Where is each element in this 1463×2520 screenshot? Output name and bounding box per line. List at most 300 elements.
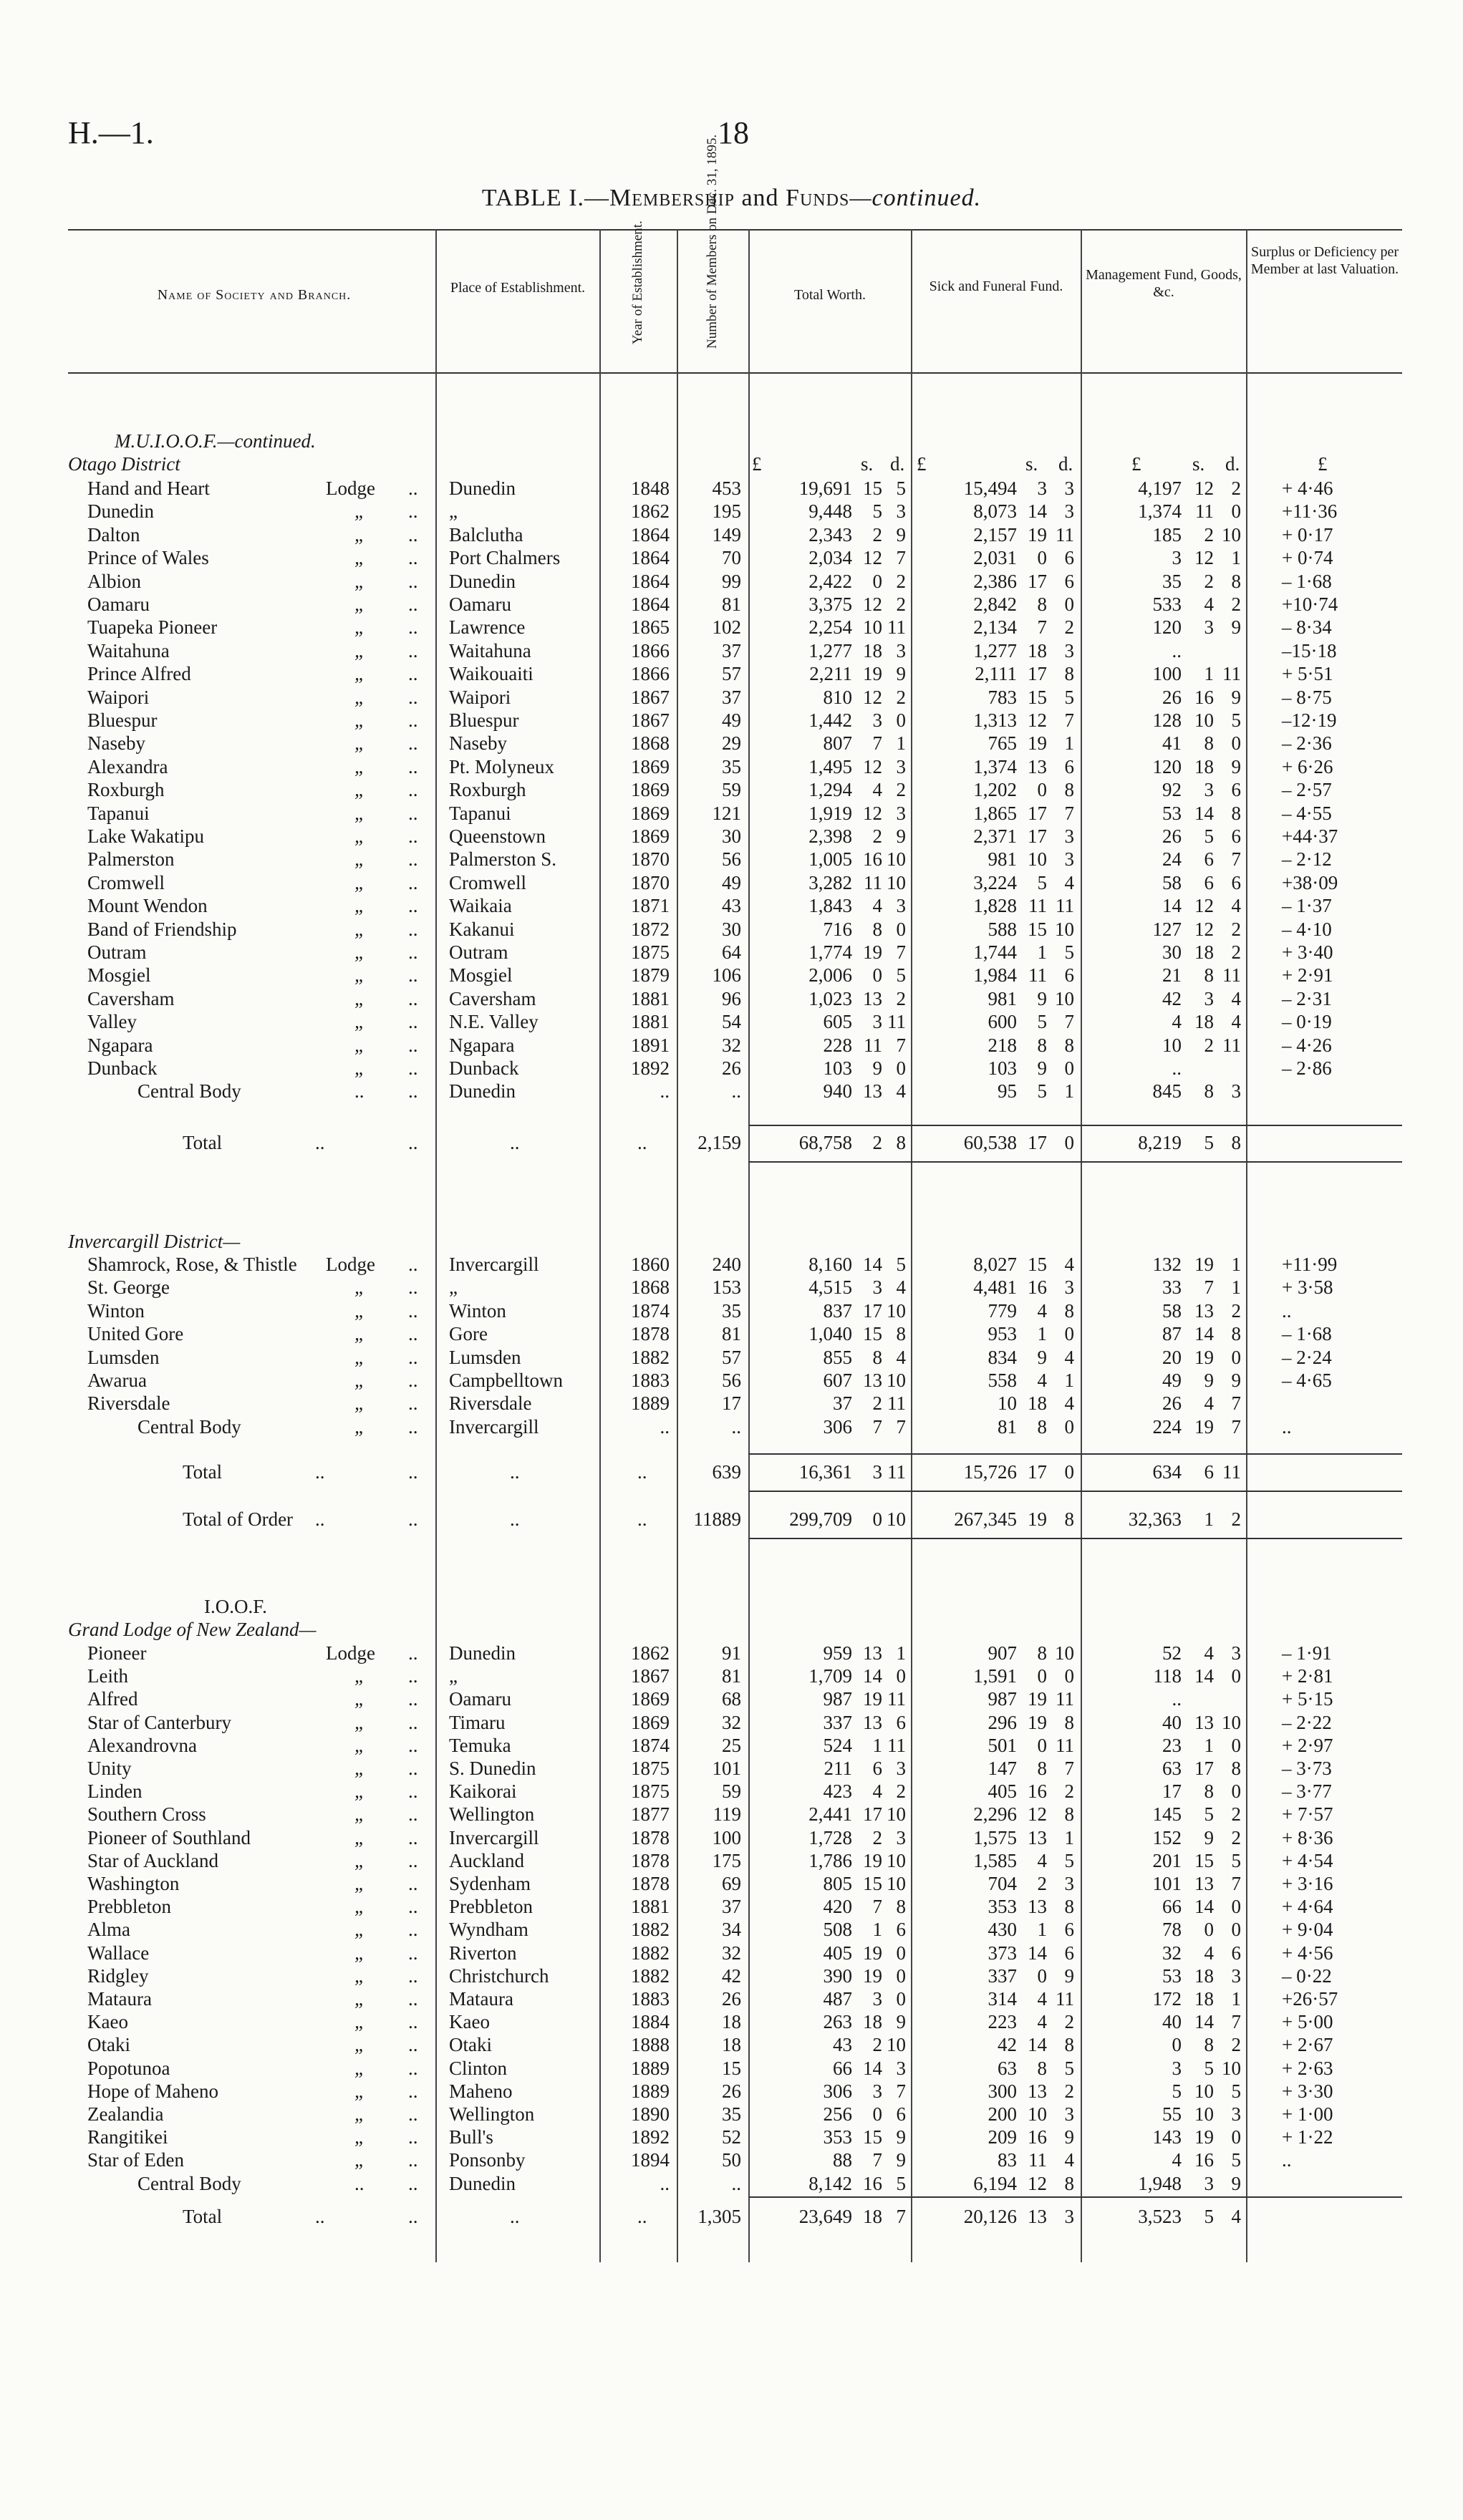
otago-row-mg-pence: 4: [1231, 1011, 1241, 1033]
ioof-row-leader: ..: [408, 2080, 418, 2102]
ioof-row-tw-pence: 7: [896, 2080, 906, 2102]
ioof-row-tw-pence: 0: [896, 1988, 906, 2010]
ioof-row-tw-pounds: 487: [823, 1988, 852, 2010]
title-and: and: [734, 185, 786, 211]
invercargill-row-members: 17: [722, 1392, 741, 1415]
otago-row-sf-pounds: 2,031: [973, 547, 1017, 569]
ioof-row-tw-pounds: 88: [833, 2149, 852, 2171]
ioof-row-mg-pounds: 201: [1152, 1849, 1182, 1871]
invercargill-row-tw-pounds: 855: [823, 1346, 852, 1368]
ioof-row-tw-pence: 8: [896, 1896, 906, 1918]
otago-row-year: 1881: [631, 987, 670, 1009]
otago-row-sf-pounds: 8,073: [973, 500, 1017, 523]
otago-row-mg-pence: 11: [1222, 1034, 1241, 1056]
otago-row-sf-shillings: 17: [1028, 570, 1047, 592]
invercargill-row-mg-pounds: 58: [1162, 1299, 1182, 1322]
otago-row-ditto: „: [354, 848, 366, 871]
otago-row-name: Band of Friendship: [87, 918, 237, 940]
otago-row-leader: ..: [408, 639, 418, 662]
otago-row-sf-pounds: 95: [998, 1080, 1017, 1102]
otago-row-ditto: „: [354, 779, 366, 801]
ioof-row-sf-pounds: 300: [988, 2080, 1017, 2102]
otago-row-sf-pounds: 1,865: [973, 802, 1017, 824]
invercargill-row-ditto: „: [354, 1299, 366, 1322]
otago-row-mg-pounds: 92: [1162, 779, 1182, 801]
ioof-row-name: Pioneer: [87, 1642, 147, 1664]
ioof-row-members: 69: [722, 1873, 741, 1894]
ioof-row-year: 1884: [631, 2011, 670, 2033]
ioof-row-sf-pence: 11: [1056, 1988, 1074, 2010]
otago-row-place: Dunback: [449, 1057, 519, 1079]
ioof-row-tw-pounds: 959: [823, 1642, 852, 1664]
otago-row-place: Port Chalmers: [449, 547, 561, 569]
ioof-row-place: Mataura: [449, 1988, 513, 2010]
invercargill-row-leader: ..: [408, 1415, 418, 1438]
otago-row-tw-pence: 9: [896, 825, 906, 847]
ioof-row-mg-pence: 5: [1231, 1849, 1241, 1871]
ioof-row-tw-shillings: 2: [872, 1826, 882, 1848]
invercargill-row-mg-shillings: 14: [1194, 1323, 1214, 1345]
ioof-row-year: 1862: [631, 1642, 670, 1664]
otago-row-year: 1866: [631, 639, 670, 662]
invercargill-row-mg-shillings: 19: [1194, 1346, 1214, 1368]
invercargill-row-tw-shillings: 3: [872, 1276, 882, 1299]
otago-row-tw-pounds: 1,442: [808, 709, 852, 731]
ioof-row-sf-pounds: 223: [988, 2011, 1017, 2033]
ioof-row-members: 26: [722, 2080, 741, 2102]
ioof-row-place: Timaru: [449, 1711, 506, 1733]
invercargill-row-sf-pence: 3: [1064, 1276, 1074, 1299]
ioof-row-place: Temuka: [449, 1734, 511, 1756]
ioof-row-mg-pence: 0: [1231, 1734, 1241, 1756]
invercargill-row-sf-shillings: 4: [1037, 1299, 1047, 1322]
otago-row-mg-pounds: 26: [1162, 686, 1182, 708]
otago-row-year: 1869: [631, 779, 670, 801]
otago-row-place: Waikaia: [449, 895, 512, 917]
invercargill-row-name: United Gore: [87, 1323, 184, 1345]
otago-row-tw-shillings: 19: [863, 663, 882, 685]
otago-row-sf-pounds: 2,371: [973, 825, 1017, 847]
otago-row-mg-shillings: 8: [1204, 964, 1214, 987]
otago-row-sf-pounds: 981: [988, 987, 1017, 1009]
ioof-row-sf-pence: 7: [1064, 1758, 1074, 1779]
invercargill-row-name: Winton: [87, 1299, 145, 1322]
otago-row-name: Waitahuna: [87, 639, 170, 662]
otago-row-sf-pence: 1: [1064, 1080, 1074, 1102]
otago-row-surplus: – 8·75: [1282, 686, 1332, 708]
currency-pence: d.: [1225, 453, 1240, 475]
ioof-row-sf-shillings: 11: [1028, 2149, 1047, 2171]
ioof-row-mg-pounds: 52: [1162, 1642, 1182, 1664]
ioof-row-sf-pounds: 42: [998, 2034, 1017, 2056]
otago-row-year: 1892: [631, 1057, 670, 1079]
ioof-row-tw-pounds: 8,142: [808, 2172, 852, 2194]
otago-row-tw-shillings: 11: [864, 871, 882, 893]
otago-row-year: 1870: [631, 848, 670, 871]
ioof-row-members: 37: [722, 1896, 741, 1918]
otago-row-lodge: Lodge: [326, 478, 375, 499]
otago-row-tw-pence: 9: [896, 663, 906, 685]
ioof-row-sf-shillings: 13: [1028, 2080, 1047, 2102]
ioof-row-tw-shillings: 7: [872, 2149, 882, 2171]
otago-row-sf-shillings: 7: [1037, 616, 1047, 639]
ioof-row-mg-pounds: 172: [1152, 1988, 1182, 2010]
ioof-row-name: Unity: [87, 1758, 132, 1779]
ioof-row-tw-shillings: 16: [863, 2172, 882, 2194]
otago-row-mg-pounds: 3: [1172, 547, 1182, 569]
ioof-row-year: 1878: [631, 1873, 670, 1894]
otago-row-sf-shillings: 10: [1028, 848, 1047, 871]
otago-row-mg-shillings: 12: [1194, 895, 1214, 917]
order-total-mg-pounds: 32,363: [1128, 1508, 1182, 1530]
ioof-row-members: 101: [712, 1758, 741, 1779]
otago-row-leader: ..: [408, 964, 418, 987]
ioof-row-surplus: + 1·00: [1282, 2103, 1333, 2125]
ioof-row-sf-shillings: 16: [1028, 1780, 1047, 1803]
otago-row-year: 1862: [631, 500, 670, 523]
ioof-row-mg-shillings: 8: [1204, 1780, 1214, 1803]
otago-row-sf-pounds: 1,984: [973, 964, 1017, 987]
ioof-row-sf-pounds: 6,194: [973, 2172, 1017, 2194]
ioof-row-sf-pounds: 405: [988, 1780, 1017, 1803]
otago-row-tw-shillings: 4: [872, 779, 882, 801]
ioof-total-leader: ..: [637, 2206, 647, 2227]
ioof-row-ditto: „: [354, 1826, 366, 1848]
invercargill-row-tw-pounds: 837: [823, 1299, 852, 1322]
invercargill-row-sf-shillings: 15: [1028, 1254, 1047, 1275]
invercargill-row-year: 1889: [631, 1392, 670, 1415]
invercargill-row-sf-shillings: 4: [1037, 1370, 1047, 1391]
otago-row-members: 37: [722, 686, 741, 708]
otago-row-surplus: –15·18: [1282, 639, 1337, 662]
rule-head: [68, 372, 1402, 374]
ioof-row-sf-pounds: 63: [998, 2057, 1017, 2079]
ioof-row-mg-pounds: 66: [1162, 1896, 1182, 1918]
ioof-row-tw-shillings: 18: [863, 2011, 882, 2033]
ioof-row-name: Popotunoa: [87, 2057, 170, 2079]
ioof-row-place: Clinton: [449, 2057, 508, 2079]
ioof-row-tw-shillings: 15: [863, 2126, 882, 2148]
otago-row-surplus: + 3·40: [1282, 941, 1333, 963]
ioof-row-leader: ..: [408, 1665, 418, 1687]
invercargill-total-leader: ..: [510, 1461, 520, 1483]
ioof-row-surplus: + 4·64: [1282, 1896, 1333, 1918]
invercargill-row-tw-pence: 5: [896, 1254, 906, 1275]
otago-row-leader: ..: [408, 593, 418, 615]
ioof-row-tw-shillings: 3: [872, 2080, 882, 2102]
invercargill-row-mg-shillings: 4: [1204, 1392, 1214, 1415]
ioof-row-tw-shillings: 1: [872, 1919, 882, 1941]
otago-row-sf-pounds: 15,494: [963, 478, 1017, 499]
otago-row-sf-pounds: 218: [988, 1034, 1017, 1056]
ioof-row-sf-pounds: 987: [988, 1688, 1017, 1710]
order-total-mg-pence: 2: [1231, 1508, 1241, 1530]
otago-row-mg-pence: 6: [1231, 779, 1241, 801]
otago-row-name: Tuapeka Pioneer: [87, 616, 218, 639]
invercargill-row-members: 35: [722, 1299, 741, 1322]
ioof-row-tw-pounds: 524: [823, 1734, 852, 1756]
otago-row-surplus: – 2·36: [1282, 732, 1332, 755]
otago-row-place: Kakanui: [449, 918, 515, 940]
ioof-row-mg-shillings: 4: [1204, 1942, 1214, 1964]
ioof-row-name: Central Body: [137, 2172, 241, 2194]
otago-row-members: 56: [722, 848, 741, 871]
otago-row-tw-pence: 0: [896, 1057, 906, 1079]
ioof-row-place: Dunedin: [449, 1642, 516, 1664]
otago-row-mg-shillings: 6: [1204, 848, 1214, 871]
invercargill-row-year: 1860: [631, 1254, 670, 1275]
invercargill-row-leader: ..: [408, 1346, 418, 1368]
ioof-total-members: 1,305: [697, 2206, 741, 2227]
invercargill-row-name: Central Body: [137, 1415, 241, 1438]
ioof-row-tw-pence: 6: [896, 1919, 906, 1941]
otago-row-tw-shillings: 7: [872, 732, 882, 755]
otago-row-surplus: – 0·19: [1282, 1011, 1332, 1033]
otago-row-tw-pence: 10: [887, 848, 906, 871]
otago-row-year: 1864: [631, 523, 670, 546]
otago-row-tw-pence: 4: [896, 1080, 906, 1102]
otago-row-name: Cromwell: [87, 871, 165, 893]
ioof-row-sf-pence: 5: [1064, 1849, 1074, 1871]
invercargill-row-mg-shillings: 19: [1194, 1415, 1214, 1438]
otago-row-leader: ..: [408, 547, 418, 569]
otago-row-name: Palmerston: [87, 848, 175, 871]
ioof-row-sf-pounds: 704: [988, 1873, 1017, 1894]
otago-row-year: 1864: [631, 593, 670, 615]
invercargill-row-mg-pence: 0: [1231, 1346, 1241, 1368]
otago-row-year: 1891: [631, 1034, 670, 1056]
ioof-row-year: 1892: [631, 2126, 670, 2148]
otago-row-sf-pence: 10: [1055, 987, 1074, 1009]
invercargill-total-tw-shillings: 3: [872, 1461, 882, 1483]
invercargill-row-place: Gore: [449, 1323, 488, 1345]
otago-row-mg-pence: 3: [1231, 1080, 1241, 1102]
ioof-row-tw-pounds: 211: [824, 1758, 852, 1779]
ioof-row-sf-pence: 5: [1064, 2057, 1074, 2079]
invercargill-row-members: 81: [722, 1323, 741, 1345]
ioof-row-mg-shillings: 5: [1204, 2057, 1214, 2079]
ioof-row-sf-pence: 3: [1064, 2103, 1074, 2125]
otago-row-tw-pence: 10: [887, 871, 906, 893]
otago-row-sf-pence: 2: [1064, 616, 1074, 639]
otago-row-sf-pence: 8: [1064, 663, 1074, 685]
ioof-row-sf-shillings: 4: [1037, 1849, 1047, 1871]
ioof-row-sf-pounds: 200: [988, 2103, 1017, 2125]
ioof-row-mg-shillings: 8: [1204, 2034, 1214, 2056]
otago-row-name: Bluespur: [87, 709, 158, 731]
invercargill-row-leader: ..: [408, 1254, 418, 1275]
ioof-row-name: Ridgley: [87, 1964, 149, 1987]
rule-top: [68, 229, 1402, 231]
ioof-row-sf-pence: 8: [1064, 1803, 1074, 1826]
otago-row-place: Ngapara: [449, 1034, 515, 1056]
ioof-row-mg-pounds: 78: [1162, 1919, 1182, 1941]
ioof-row-tw-shillings: 15: [863, 1873, 882, 1894]
ioof-row-sf-shillings: 1: [1037, 1919, 1047, 1941]
invercargill-row-leader: ..: [408, 1299, 418, 1322]
otago-total-sf-pounds: 60,538: [963, 1132, 1017, 1153]
ioof-row-sf-shillings: 19: [1028, 1688, 1047, 1710]
ioof-row-mg-shillings: 4: [1204, 1642, 1214, 1664]
otago-row-sf-shillings: 12: [1028, 709, 1047, 731]
title-main: TABLE I.—: [481, 185, 610, 211]
otago-row-sf-pounds: 2,842: [973, 593, 1017, 615]
ioof-row-mg-pounds: 5: [1172, 2080, 1182, 2102]
otago-row-sf-pence: 3: [1064, 639, 1074, 662]
ioof-row-tw-pounds: 66: [833, 2057, 852, 2079]
otago-row-leader: ..: [408, 779, 418, 801]
otago-total-sf-shillings: 17: [1028, 1132, 1047, 1153]
ioof-row-place: Kaikorai: [449, 1780, 517, 1803]
ioof-row-sf-pence: 1: [1064, 1826, 1074, 1848]
ioof-row-mg-pence: 0: [1231, 1780, 1241, 1803]
otago-row-tw-pounds: 19,691: [798, 478, 852, 499]
otago-row-year: 1865: [631, 616, 670, 639]
otago-row-sf-pounds: 3,224: [973, 871, 1017, 893]
otago-row-tw-pence: 2: [896, 779, 906, 801]
otago-row-sf-pence: 0: [1064, 1057, 1074, 1079]
ioof-row-tw-pence: 9: [896, 2011, 906, 2033]
currency-pounds: £: [1318, 453, 1328, 475]
invercargill-total-sf-pence: 0: [1064, 1461, 1074, 1483]
otago-row-members: 35: [722, 755, 741, 777]
rule-ioof-total: [748, 2196, 1402, 2198]
otago-row-tw-pence: 1: [896, 732, 906, 755]
invercargill-row-members: 57: [722, 1346, 741, 1368]
otago-row-tw-pence: 3: [896, 639, 906, 662]
otago-row-sf-pounds: 981: [988, 848, 1017, 871]
header-name: Name of Society and Branch.: [157, 287, 352, 303]
otago-row-leader: ..: [408, 616, 418, 639]
ioof-row-ditto: „: [354, 1942, 366, 1964]
otago-row-ditto: „: [354, 1034, 366, 1056]
otago-row-tw-pounds: 1,774: [808, 941, 852, 963]
ioof-row-sf-shillings: 8: [1037, 2057, 1047, 2079]
otago-row-mg-pounds: ..: [1172, 639, 1182, 662]
ioof-row-mg-shillings: 14: [1194, 2011, 1214, 2033]
otago-row-mg-shillings: 8: [1204, 1080, 1214, 1102]
otago-row-name: Lake Wakatipu: [87, 825, 205, 847]
ioof-row-members: 100: [712, 1826, 741, 1848]
ioof-row-name: Leith: [87, 1665, 128, 1687]
otago-row-sf-pounds: 1,744: [973, 941, 1017, 963]
invercargill-row-mg-pence: 8: [1231, 1323, 1241, 1345]
invercargill-row-leader: ..: [408, 1323, 418, 1345]
otago-row-mg-shillings: 6: [1204, 871, 1214, 893]
otago-row-place: Queenstown: [449, 825, 546, 847]
ioof-row-mg-pence: 10: [1222, 2057, 1241, 2079]
ioof-row-members: 42: [722, 1964, 741, 1987]
currency-pence: d.: [1058, 453, 1073, 475]
ioof-row-name: Star of Eden: [87, 2149, 184, 2171]
ioof-row-ditto: „: [354, 1988, 366, 2010]
otago-row-mg-pounds: 42: [1162, 987, 1182, 1009]
otago-row-mg-shillings: 3: [1204, 616, 1214, 639]
invercargill-row-place: Invercargill: [449, 1415, 539, 1438]
invercargill-row-mg-shillings: 13: [1194, 1299, 1214, 1322]
invercargill-row-surplus: ..: [1282, 1415, 1292, 1438]
otago-row-mg-pence: 2: [1231, 918, 1241, 940]
invercargill-row-tw-shillings: 14: [863, 1254, 882, 1275]
ioof-row-mg-pence: 2: [1231, 2034, 1241, 2056]
otago-row-tw-pence: 2: [896, 593, 906, 615]
otago-row-tw-pence: 5: [896, 478, 906, 499]
otago-row-tw-shillings: 15: [863, 478, 882, 499]
otago-row-tw-pounds: 2,422: [808, 570, 852, 592]
otago-row-tw-pence: 7: [896, 941, 906, 963]
ioof-row-tw-pounds: 1,709: [808, 1665, 852, 1687]
ioof-row-sf-pence: 6: [1064, 1942, 1074, 1964]
otago-row-mg-pence: 9: [1231, 686, 1241, 708]
ioof-row-sf-shillings: 19: [1028, 1711, 1047, 1733]
ioof-row-ditto: „: [354, 1734, 366, 1756]
ioof-row-tw-shillings: 14: [863, 1665, 882, 1687]
otago-row-tw-pounds: 228: [823, 1034, 852, 1056]
invercargill-row-tw-shillings: 17: [863, 1299, 882, 1322]
otago-row-sf-pounds: 588: [988, 918, 1017, 940]
ioof-row-place: Wellington: [449, 2103, 535, 2125]
ioof-row-tw-pence: 0: [896, 1942, 906, 1964]
otago-row-year: 1867: [631, 709, 670, 731]
otago-row-sf-pounds: 765: [988, 732, 1017, 755]
otago-row-tw-pounds: 1,294: [808, 779, 852, 801]
invercargill-row-surplus: – 4·65: [1282, 1370, 1332, 1391]
otago-row-tw-pence: 7: [896, 547, 906, 569]
ioof-row-surplus: + 3·16: [1282, 1873, 1333, 1894]
column-rule: [435, 229, 437, 2262]
header-sick-fund: Sick and Funeral Fund.: [929, 278, 1063, 294]
otago-row-mg-pounds: 4,197: [1138, 478, 1182, 499]
invercargill-row-lodge: Lodge: [326, 1254, 375, 1275]
ioof-row-tw-pence: 10: [887, 2034, 906, 2056]
ioof-row-place: Auckland: [449, 1849, 524, 1871]
otago-row-place: Mosgiel: [449, 964, 513, 987]
ioof-row-ditto: „: [354, 1688, 366, 1710]
otago-row-leader: ..: [408, 478, 418, 499]
otago-row-mg-shillings: 8: [1204, 732, 1214, 755]
order-total-tw-pounds: 299,709: [789, 1508, 852, 1530]
invercargill-row-place: Winton: [449, 1299, 506, 1322]
invercargill-row-tw-shillings: 7: [872, 1415, 882, 1438]
ioof-row-surplus: + 2·97: [1282, 1734, 1333, 1756]
otago-row-sf-pounds: 783: [988, 686, 1017, 708]
otago-row-place: Bluespur: [449, 709, 519, 731]
otago-row-tw-shillings: 3: [872, 1011, 882, 1033]
otago-row-tw-shillings: 19: [863, 941, 882, 963]
ioof-row-sf-pounds: 1,575: [973, 1826, 1017, 1848]
ioof-row-ditto: „: [354, 2103, 366, 2125]
otago-row-ditto: „: [354, 709, 366, 731]
otago-row-mg-pounds: 185: [1152, 523, 1182, 546]
otago-row-sf-shillings: 9: [1037, 1057, 1047, 1079]
otago-row-surplus: +38·09: [1282, 871, 1338, 893]
ioof-row-year: 1889: [631, 2057, 670, 2079]
ioof-row-mg-pence: 0: [1231, 2126, 1241, 2148]
otago-row-mg-pounds: 21: [1162, 964, 1182, 987]
invercargill-row-mg-shillings: 19: [1194, 1254, 1214, 1275]
order-total-leader: ..: [315, 1508, 325, 1530]
otago-row-tw-pounds: 2,254: [808, 616, 852, 639]
ioof-row-mg-shillings: 10: [1194, 2080, 1214, 2102]
ioof-row-mg-pence: 10: [1222, 1711, 1241, 1733]
otago-row-mg-pounds: 26: [1162, 825, 1182, 847]
ioof-row-surplus: + 8·36: [1282, 1826, 1333, 1848]
otago-row-place: Cromwell: [449, 871, 526, 893]
ioof-row-tw-pounds: 405: [823, 1942, 852, 1964]
ioof-row-mg-shillings: 15: [1194, 1849, 1214, 1871]
ioof-row-ditto: „: [354, 1919, 366, 1941]
otago-row-ditto: „: [354, 964, 366, 987]
